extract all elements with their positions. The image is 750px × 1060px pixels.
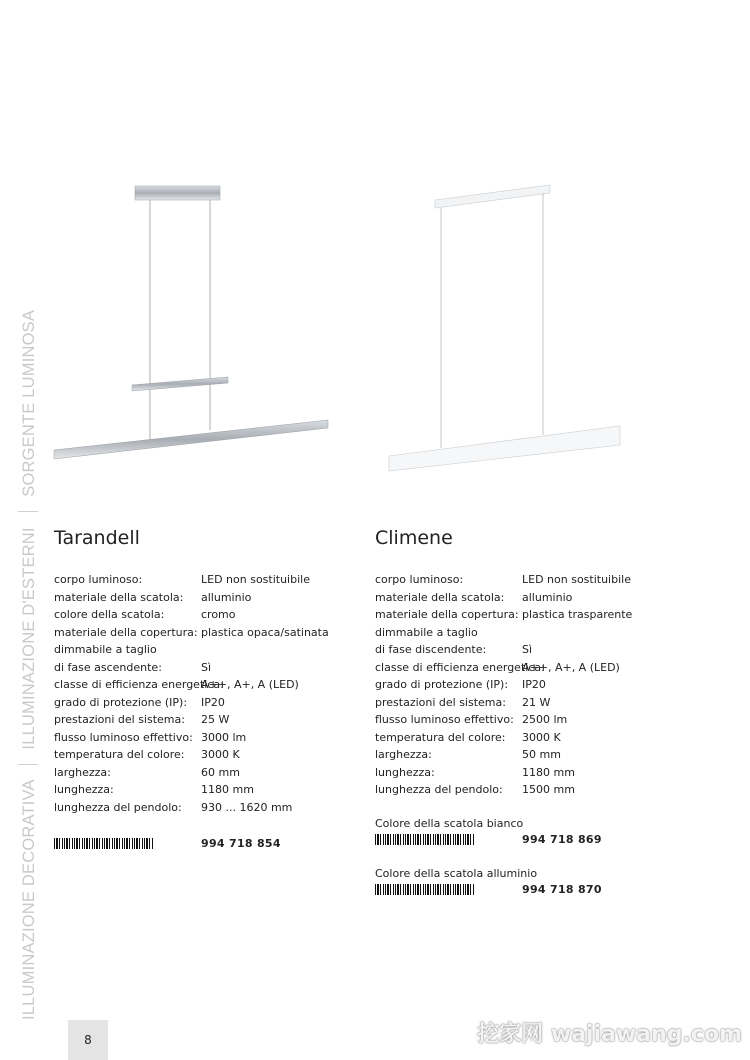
spec-value: 3000 lm	[201, 730, 247, 744]
spec-label: larghezza:	[54, 765, 111, 779]
spec-label: flusso luminoso effettivo:	[54, 730, 193, 744]
spec-row	[375, 676, 675, 694]
spec-label: grado di protezione (IP):	[375, 678, 509, 691]
spec-value: 3000 K	[201, 748, 240, 761]
barcode	[375, 884, 475, 895]
spec-label: materiale della scatola:	[375, 590, 505, 604]
spec-value: 1180 mm	[522, 765, 575, 779]
spec-value: 1180 mm	[201, 783, 254, 796]
spec-label: corpo luminoso:	[54, 573, 143, 586]
barcode	[54, 838, 154, 849]
spec-row	[375, 589, 675, 607]
spec-row	[54, 799, 354, 817]
article-row	[54, 834, 354, 852]
product-variant	[54, 834, 354, 852]
product-variant	[375, 817, 675, 849]
spec-value: 930 ... 1620 mm	[201, 800, 293, 814]
spec-value: Sì	[522, 643, 533, 656]
spec-value: IP20	[201, 695, 225, 709]
spec-value: alluminio	[201, 590, 252, 604]
spec-label: grado di protezione (IP):	[54, 695, 188, 709]
spec-label: corpo luminoso:	[375, 573, 464, 586]
spec-row	[375, 571, 675, 589]
spec-value: cromo	[201, 608, 236, 621]
spec-row	[54, 694, 354, 712]
spec-row	[54, 764, 354, 782]
spec-value: 21 W	[522, 695, 551, 709]
spec-row	[54, 589, 354, 607]
article-row	[375, 881, 675, 899]
spec-label: materiale della copertura:	[375, 608, 519, 621]
spec-label: lunghezza del pendolo:	[54, 800, 182, 814]
spec-label: materiale della copertura:	[54, 625, 198, 639]
spec-label: di fase discendente:	[375, 643, 487, 656]
spec-value: plastica trasparente	[522, 608, 633, 621]
spec-row	[54, 746, 354, 764]
spec-row	[375, 729, 675, 747]
spec-label: dimmabile a taglio	[375, 625, 478, 639]
spec-label: materiale della scatola:	[54, 590, 184, 604]
spec-row	[54, 606, 354, 624]
spec-row	[54, 711, 354, 729]
sidebar-section-decorative: ILLUMINAZIONE DECORATIVA	[20, 780, 38, 1020]
watermark: 挖家网 wajiawang.com	[477, 1022, 742, 1047]
spec-label: lunghezza:	[54, 783, 114, 796]
spec-value: 25 W	[201, 713, 230, 726]
climene-lamp-image	[385, 180, 625, 475]
spec-value: 1500 mm	[522, 783, 575, 796]
spec-label: classe di efficienza energetica:	[54, 678, 224, 691]
spec-value: Sì	[201, 660, 212, 674]
spec-value: 50 mm	[522, 748, 561, 761]
spec-row	[54, 676, 354, 694]
spec-list	[375, 571, 675, 799]
variant-name: Colore della scatola alluminio	[375, 866, 538, 880]
sidebar-section-labels	[14, 309, 44, 1020]
spec-value: 60 mm	[201, 765, 240, 779]
spec-row	[54, 571, 354, 589]
barcode	[375, 834, 475, 845]
spec-label: colore della scatola:	[54, 608, 165, 621]
spec-value: LED non sostituibile	[201, 573, 310, 586]
page-number: 8	[68, 1020, 108, 1060]
spec-value: IP20	[522, 678, 546, 691]
spec-row	[54, 624, 354, 642]
spec-label: prestazioni del sistema:	[54, 713, 185, 726]
product-variant	[375, 867, 675, 899]
spec-row	[375, 746, 675, 764]
spec-row	[54, 641, 354, 659]
sidebar-divider	[18, 512, 38, 513]
spec-row	[375, 606, 675, 624]
product-title: Tarandell	[54, 527, 140, 549]
spec-row	[375, 641, 675, 659]
spec-value: 3000 K	[522, 730, 561, 744]
spec-list	[54, 571, 354, 816]
product-tarandell	[54, 525, 354, 852]
spec-row	[375, 764, 675, 782]
spec-label: lunghezza del pendolo:	[375, 783, 503, 796]
spec-value: alluminio	[522, 590, 573, 604]
spec-label: larghezza:	[375, 748, 432, 761]
spec-value: A++, A+, A (LED)	[522, 660, 620, 674]
tarandell-lamp-image	[50, 180, 340, 465]
spec-label: classe di efficienza energetica:	[375, 660, 545, 674]
spec-row	[54, 659, 354, 677]
article-number: 994 718 870	[522, 883, 602, 896]
spec-row	[375, 781, 675, 799]
product-climene	[375, 525, 675, 899]
sidebar-section-light-source: SORGENTE LUMINOSA	[20, 309, 38, 497]
sidebar-divider	[18, 764, 38, 765]
sidebar-section-outdoor: ILLUMINAZIONE D'ESTERNI	[20, 527, 38, 750]
spec-label: temperatura del colore:	[54, 748, 185, 761]
spec-label: temperatura del colore:	[375, 730, 506, 744]
article-number: 994 718 854	[201, 836, 281, 850]
spec-label: di fase ascendente:	[54, 660, 162, 674]
spec-value: 2500 lm	[522, 713, 568, 726]
spec-label: prestazioni del sistema:	[375, 695, 506, 709]
spec-label: lunghezza:	[375, 765, 435, 779]
spec-value: LED non sostituibile	[522, 573, 631, 586]
spec-label: dimmabile a taglio	[54, 643, 157, 656]
spec-row	[375, 659, 675, 677]
article-row	[375, 831, 675, 849]
spec-value: A++, A+, A (LED)	[201, 678, 299, 691]
spec-row	[375, 694, 675, 712]
spec-label: flusso luminoso effettivo:	[375, 713, 514, 726]
spec-row	[375, 624, 675, 642]
variant-name: Colore della scatola bianco	[375, 816, 524, 830]
article-number: 994 718 869	[522, 833, 602, 846]
product-title: Climene	[375, 527, 453, 549]
spec-value: plastica opaca/satinata	[201, 625, 329, 639]
spec-row	[375, 711, 675, 729]
spec-row	[54, 729, 354, 747]
spec-row	[54, 781, 354, 799]
